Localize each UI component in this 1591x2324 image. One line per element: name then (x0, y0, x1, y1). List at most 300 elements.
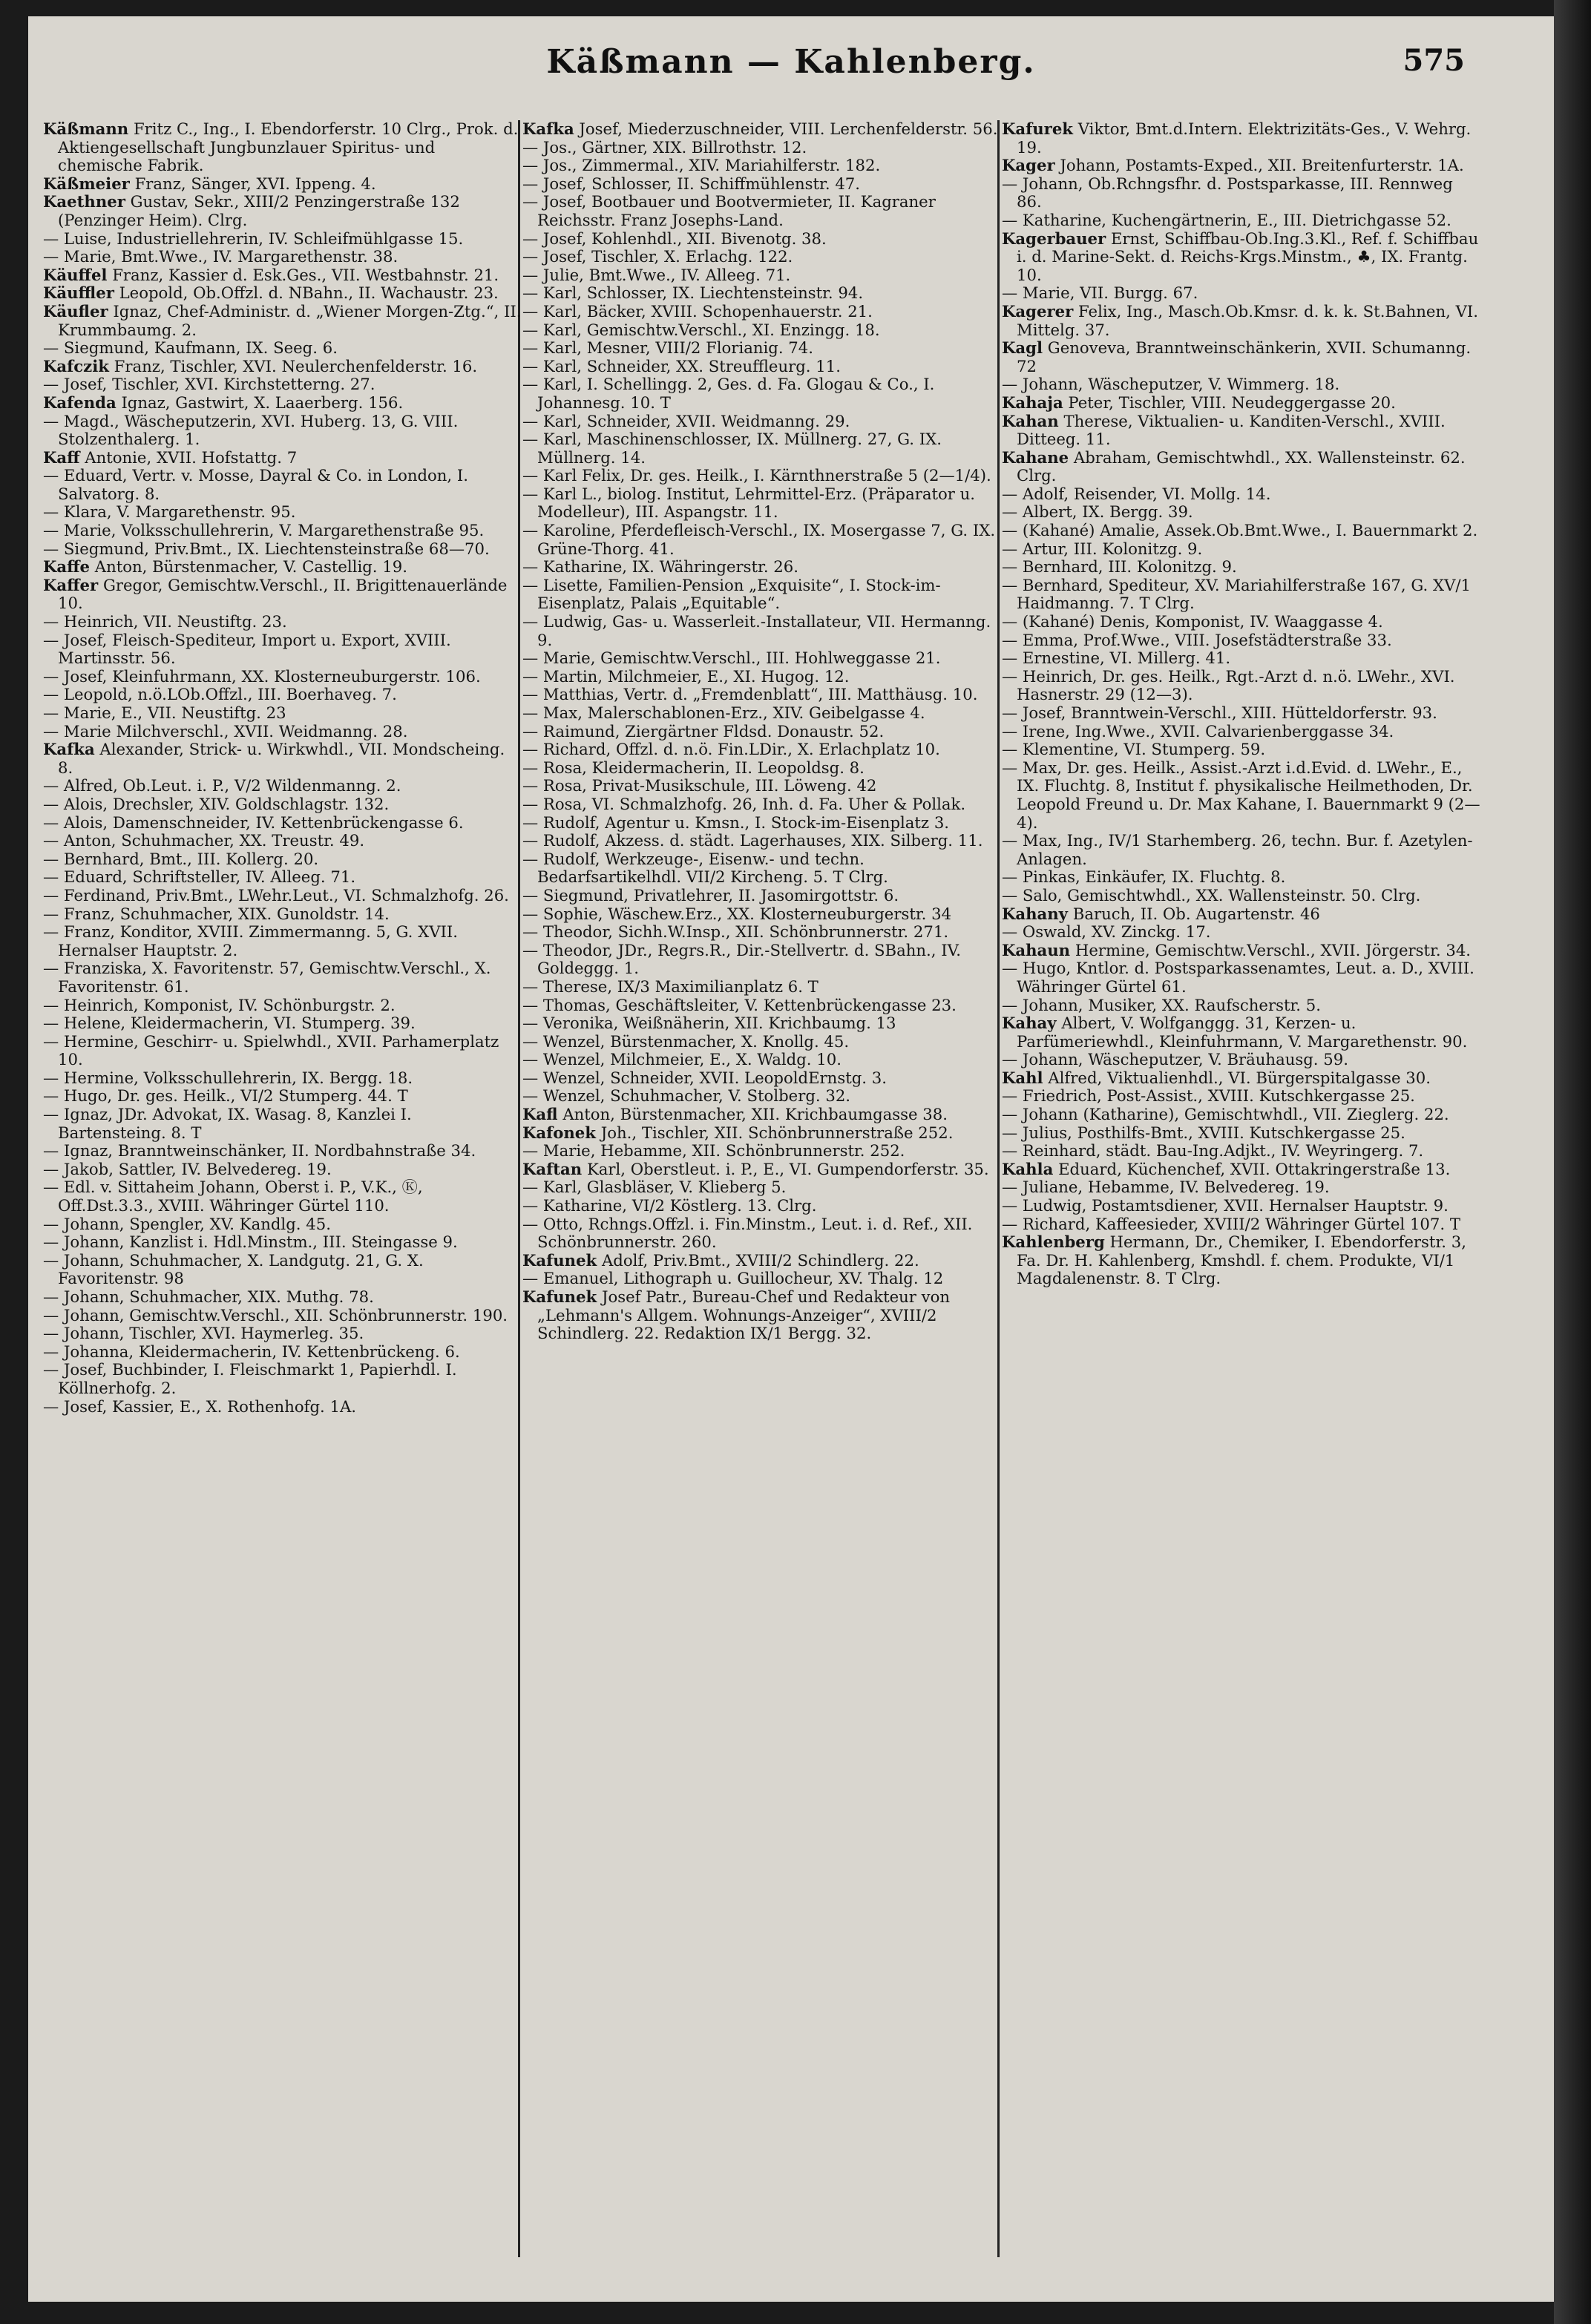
entry-text: — Oswald, XV. Zinckg. 17. (1002, 922, 1211, 942)
directory-entry (1002, 723, 1481, 741)
entry-text: — Ludwig, Postamtsdiener, XVII. Hernalser Hauptstr. 9. (1002, 1196, 1449, 1215)
directory-entry (1002, 649, 1481, 668)
directory-entry (1002, 577, 1481, 613)
entry-text: — Alois, Drechsler, XIV. Goldschlagstr. 132. (43, 794, 390, 813)
entry-text: — Johann, Gemischtw.Verschl., XII. Schönbrunnerstr. 190. (43, 1305, 508, 1325)
entry-text: — Karl, I. Schellingg. 2, Ges. d. Fa. Glogau & Co., I. Johannesg. 10. T (522, 375, 935, 412)
entry-surname: Kager (1002, 156, 1055, 175)
entry-text: — Marie, Hebamme, XII. Schönbrunnerstr. 252. (522, 1141, 905, 1161)
directory-entry (1002, 394, 1481, 413)
entry-surname: Kahlenberg (1002, 1232, 1105, 1252)
entry-surname: Kahla (1002, 1159, 1054, 1178)
entry-text: — Wenzel, Schuhmacher, V. Stolberg. 32. (522, 1086, 851, 1106)
entry-text: — Siegmund, Priv.Bmt., IX. Liechtensteinstraße 68—70. (43, 539, 490, 558)
entry-surname: Käufler (43, 301, 108, 321)
directory-entry (522, 375, 1002, 412)
directory-entry (522, 1051, 1002, 1069)
entry-surname: Kagerer (1002, 301, 1074, 321)
entry-text: — Max, Dr. ges. Heilk., Assist.-Arzt i.d.Evid. d. LWehr., E., IX. Fluchtg. 8, Institut f. physikalische Heilmethoden, Dr. Leopold Freund u. Dr. Max Kahane, I. Bauernmarkt 9 (2—4). (1002, 758, 1480, 832)
directory-entry (1002, 540, 1481, 559)
entry-text: — Marie, Gemischtw.Verschl., III. Hohlweggasse 21. (522, 649, 941, 668)
entry-surname: Käßmann (43, 120, 129, 138)
entry-text: — Karl, Bäcker, XVIII. Schopenhauerstr. 21. (522, 301, 873, 321)
directory-entry (43, 613, 522, 631)
directory-entry (1002, 923, 1481, 942)
directory-entry (1002, 1233, 1481, 1288)
directory-entry (43, 723, 522, 741)
entry-text: — Heinrich, Komponist, IV. Schönburgstr. 2. (43, 995, 396, 1014)
directory-entry (522, 1252, 1002, 1270)
entry-text: — Jos., Zimmermal., XIV. Mariahilferstr. 182. (522, 156, 881, 175)
directory-entry (1002, 997, 1481, 1015)
entry-text: Viktor, Bmt.d.Intern. Elektrizitäts-Ges., V. Wehrg. 19. (1017, 120, 1472, 157)
directory-entry (1002, 613, 1481, 631)
directory-entry (1002, 631, 1481, 650)
entry-text: — Johann, Schuhmacher, XIX. Muthg. 78. (43, 1287, 374, 1306)
entry-text: — Josef, Branntwein-Verschl., XIII. Hütteldorferstr. 93. (1002, 703, 1437, 722)
entry-text: — Johann, Wäscheputzer, V. Wimmerg. 18. (1002, 375, 1340, 394)
directory-entry (1002, 1178, 1481, 1197)
directory-entry (1002, 485, 1481, 504)
directory-entry (43, 832, 522, 850)
entry-text: — Bernhard, Spediteur, XV. Mariahilferstraße 167, G. XV/1 Haidmanng. 7. T Clrg. (1002, 575, 1472, 613)
directory-entry (1002, 1124, 1481, 1143)
entry-surname: Kaffe (43, 557, 91, 577)
entry-text: — Julie, Bmt.Wwe., IV. Alleeg. 71. (522, 265, 791, 284)
directory-entry (43, 467, 522, 503)
directory-entry (43, 1033, 522, 1069)
directory-entry (43, 777, 522, 795)
directory-entry (522, 558, 1002, 577)
entry-text: — Rudolf, Akzess. d. städt. Lagerhauses, XIX. Silberg. 11. (522, 831, 983, 850)
directory-entry (522, 997, 1002, 1015)
entry-text: — Siegmund, Privatlehrer, II. Jasomirgottstr. 6. (522, 885, 899, 905)
entry-text: — Rosa, Privat-Musikschule, III. Löweng. 42 (522, 776, 877, 795)
entry-text: — Wenzel, Milchmeier, E., X. Waldg. 10. (522, 1050, 842, 1069)
directory-entry (1002, 1197, 1481, 1215)
entry-text: — Bernhard, Bmt., III. Kollerg. 20. (43, 849, 319, 868)
entry-text: — Lisette, Familien-Pension „Exquisite“, I. Stock-im-Eisenplatz, Palais „Equitable“. (522, 575, 941, 613)
entry-text: — Josef, Kassier, E., X. Rothenhofg. 1A. (43, 1396, 356, 1416)
directory-entry (43, 1233, 522, 1252)
entry-text: — Rudolf, Werkzeuge-, Eisenw.- und techn. Bedarfsartikelhdl. VII/2 Kircheng. 5. T Clrg. (522, 849, 888, 887)
directory-entry (1002, 303, 1481, 339)
entry-surname: Kaftan (522, 1159, 583, 1178)
entry-text: — Marie, Volksschullehrerin, V. Margarethenstraße 95. (43, 521, 485, 540)
directory-entry (522, 613, 1002, 649)
entry-text: — Salo, Gemischtwhdl., XX. Wallensteinstr. 50. Clrg. (1002, 885, 1421, 905)
directory-entry (1002, 175, 1481, 211)
entry-text: Anton, Bürstenmacher, V. Castellig. 19. (94, 557, 407, 577)
directory-entry (522, 905, 1002, 924)
entry-surname: Kahl (1002, 1068, 1043, 1087)
entry-text: — Alois, Damenschneider, IV. Kettenbrückengasse 6. (43, 813, 464, 832)
directory-entry (522, 467, 1002, 485)
directory-entry (522, 923, 1002, 942)
directory-entry (522, 649, 1002, 668)
entry-surname: Kafka (43, 740, 95, 759)
directory-entry (522, 248, 1002, 266)
directory-entry (43, 284, 522, 303)
directory-entry (43, 230, 522, 249)
entry-text: — Ernestine, VI. Millerg. 41. (1002, 649, 1231, 668)
entry-surname: Kafczik (43, 356, 109, 375)
entry-text: — Theodor, Sichh.W.Insp., XII. Schönbrunnerstr. 271. (522, 922, 949, 942)
directory-entry (522, 577, 1002, 613)
directory-entry (1002, 959, 1481, 996)
entry-text: — Siegmund, Kaufmann, IX. Seeg. 6. (43, 338, 338, 358)
entry-text: Ernst, Schiffbau-Ob.Ing.3.Kl., Ref. f. Schiffbau i. d. Marine-Sekt. d. Reichs-Krgs.Minstm., ♣, IX. Frantg. 10. (1017, 229, 1479, 284)
directory-entry (522, 1014, 1002, 1033)
page-number: 575 (1403, 43, 1465, 78)
directory-entry (43, 1087, 522, 1106)
entry-text: — Helene, Kleidermacherin, VI. Stumperg. 39. (43, 1014, 416, 1033)
directory-entry (1002, 942, 1481, 960)
entry-text: — Irene, Ing.Wwe., XVII. Calvarienberggasse 34. (1002, 721, 1394, 741)
entry-surname: Kafonek (522, 1123, 596, 1142)
entry-text: Leopold, Ob.Offzl. d. NBahn., II. Wachaustr. 23. (119, 283, 499, 303)
entry-text: — Johann, Ob.Rchngsfhr. d. Postsparkasse, III. Rennweg 86. (1002, 174, 1453, 211)
directory-entry (522, 413, 1002, 431)
directory-entry (522, 978, 1002, 997)
directory-entry (1002, 1014, 1481, 1051)
entry-text: — Max, Malerschablonen-Erz., XIV. Geibelgasse 4. (522, 703, 925, 722)
entry-text: — Heinrich, Dr. ges. Heilk., Rgt.-Arzt d. n.ö. LWehr., XVI. Hasnerstr. 29 (12—3). (1002, 666, 1455, 704)
entry-surname: Kafurek (1002, 120, 1073, 138)
directory-entry (1002, 1142, 1481, 1161)
directory-entry (1002, 832, 1481, 868)
entry-text: — Johann, Tischler, XVI. Haymerleg. 35. (43, 1324, 364, 1343)
entry-text: Alfred, Viktualienhdl., VI. Bürgerspitalgasse 30. (1048, 1068, 1431, 1087)
page-header (28, 37, 1554, 96)
directory-entry (522, 1069, 1002, 1088)
entry-text: — Katharine, VI/2 Köstlerg. 13. Clrg. (522, 1196, 817, 1215)
entry-text: Abraham, Gemischtwhdl., XX. Wallensteinstr. 62. Clrg. (1017, 447, 1466, 485)
entry-text: — Rosa, Kleidermacherin, II. Leopoldsg. 8. (522, 758, 865, 777)
directory-entry (522, 832, 1002, 850)
directory-entry (43, 1361, 522, 1397)
entry-surname: Kahay (1002, 1014, 1057, 1033)
directory-entry (1002, 887, 1481, 905)
directory-entry (43, 577, 522, 613)
directory-entry (1002, 759, 1481, 832)
entry-text: — Friedrich, Post-Assist., XVIII. Kutschkergasse 25. (1002, 1086, 1415, 1106)
entry-text: — Wenzel, Schneider, XVII. LeopoldErnstg. 3. (522, 1068, 887, 1087)
directory-entry (1002, 1051, 1481, 1069)
directory-entry (522, 668, 1002, 686)
directory-entry (522, 139, 1002, 157)
directory-entry (43, 1288, 522, 1307)
directory-entry (43, 1014, 522, 1033)
directory-entry (522, 704, 1002, 723)
entry-text: — Ignaz, Branntweinschänker, II. Nordbahnstraße 34. (43, 1141, 476, 1161)
directory-entry (43, 1069, 522, 1088)
directory-entry (43, 850, 522, 869)
directory-entry (43, 741, 522, 777)
directory-entry (43, 704, 522, 723)
entry-text: — Luise, Industriellehrerin, IV. Schleifmühlgasse 15. (43, 229, 464, 248)
directory-entry (522, 1288, 1002, 1343)
entry-surname: Kagl (1002, 338, 1043, 358)
entry-text: — Matthias, Vertr. d. „Fremdenblatt“, III. Matthäusg. 10. (522, 685, 978, 704)
directory-entry (43, 394, 522, 413)
directory-entry (522, 358, 1002, 376)
entry-text: — Hermine, Volksschullehrerin, IX. Bergg. 18. (43, 1068, 413, 1087)
directory-entry (522, 266, 1002, 285)
directory-entry (522, 777, 1002, 795)
entry-text: — Max, Ing., IV/1 Starhemberg. 26, techn. Bur. f. Azetylen-Anlagen. (1002, 831, 1473, 868)
directory-entry (522, 1087, 1002, 1106)
entry-text: Baruch, II. Ob. Augartenstr. 46 (1072, 904, 1320, 923)
directory-entry (43, 795, 522, 814)
entry-text: — Leopold, n.ö.LOb.Offzl., III. Boerhaveg. 7. (43, 685, 397, 704)
directory-entry (1002, 905, 1481, 924)
entry-surname: Kagerbauer (1002, 229, 1106, 248)
entry-text: Hermann, Dr., Chemiker, I. Ebendorferstr. 3, Fa. Dr. H. Kahlenberg, Kmshdl. f. chem. Produkte, VI/1 Magdalenenstr. 8. T Clrg. (1017, 1232, 1466, 1288)
entry-text: Anton, Bürstenmacher, XII. Krichbaumgasse 38. (562, 1105, 948, 1124)
column-3 (1002, 120, 1481, 2272)
entry-text: — Josef, Kohlenhdl., XII. Bivenotg. 38. (522, 229, 827, 248)
directory-entry (43, 558, 522, 577)
directory-entry (43, 303, 522, 339)
directory-entry (522, 1161, 1002, 1179)
entry-text: Gregor, Gemischtw.Verschl., II. Brigittenauerlände 10. (58, 575, 508, 613)
directory-entry (43, 1142, 522, 1161)
directory-entry (43, 887, 522, 905)
directory-entry (522, 1106, 1002, 1124)
entry-text: — Marie, VII. Burgg. 67. (1002, 283, 1198, 303)
entry-text: — Klementine, VI. Stumperg. 59. (1002, 740, 1266, 759)
entry-text: Ignaz, Gastwirt, X. Laaerberg. 156. (121, 393, 404, 412)
entry-text: — Adolf, Reisender, VI. Mollg. 14. (1002, 484, 1271, 503)
directory-entry (1002, 704, 1481, 723)
entry-text: Johann, Postamts-Exped., XII. Breitenfurterstr. 1A. (1060, 156, 1464, 175)
entry-text: — Karoline, Pferdefleisch-Verschl., IX. Mosergasse 7, G. IX. Grüne-Thorg. 41. (522, 521, 996, 558)
entry-text: — Martin, Milchmeier, E., XI. Hugog. 12. (522, 666, 850, 686)
entry-surname: Käßmeier (43, 174, 130, 193)
directory-entry (522, 1124, 1002, 1143)
entry-text: Eduard, Küchenchef, XVII. Ottakringerstraße 13. (1058, 1159, 1451, 1178)
directory-entry (1002, 120, 1481, 157)
entry-text: — Josef, Bootbauer und Bootvermieter, II. Kagraner Reichsstr. Franz Josephs-Land. (522, 192, 936, 229)
directory-entry (1002, 375, 1481, 394)
directory-entry (522, 303, 1002, 321)
entry-text: — Marie, Bmt.Wwe., IV. Margarethenstr. 38. (43, 247, 398, 266)
entry-text: — Karl, Glasbläser, V. Klieberg 5. (522, 1178, 787, 1197)
entry-surname: Kahane (1002, 447, 1069, 467)
directory-entry (43, 868, 522, 887)
directory-entry (522, 1033, 1002, 1051)
entry-surname: Kafunek (522, 1250, 597, 1270)
entry-text: — Theodor, JDr., Regrs.R., Dir.-Stellvertr. d. SBahn., IV. Goldeggg. 1. (522, 940, 961, 978)
entry-text: — Josef, Schlosser, II. Schiffmühlenstr. 47. (522, 174, 861, 193)
column-2 (522, 120, 1002, 2272)
directory-entry (522, 157, 1002, 175)
directory-entry (522, 321, 1002, 340)
directory-page (28, 16, 1554, 2302)
entry-text: — Thomas, Geschäftsleiter, V. Kettenbrückengasse 23. (522, 995, 957, 1014)
directory-entry (522, 795, 1002, 814)
directory-entry (43, 266, 522, 285)
directory-entry (43, 1252, 522, 1288)
entry-text: — Magd., Wäscheputzerin, XVI. Huberg. 13, G. VIII. Stolzenthalerg. 1. (43, 411, 459, 449)
entry-surname: Käuffel (43, 265, 108, 284)
entry-text: Therese, Viktualien- u. Kanditen-Verschl., XVIII. Ditteeg. 11. (1017, 411, 1446, 449)
entry-text: — Marie, E., VII. Neustiftg. 23 (43, 703, 286, 722)
entry-text: — Johann (Katharine), Gemischtwhdl., VII. Zieglerg. 22. (1002, 1105, 1449, 1124)
entry-surname: Kahan (1002, 411, 1059, 430)
directory-entry (522, 522, 1002, 558)
entry-text: — Jakob, Sattler, IV. Belvedereg. 19. (43, 1159, 332, 1178)
directory-entry (43, 540, 522, 559)
running-title: Käßmann — Kahlenberg. (546, 43, 1036, 81)
entry-text: — Bernhard, III. Kolonitzg. 9. (1002, 557, 1237, 577)
entry-surname: Käuffler (43, 283, 114, 303)
directory-entry (43, 1398, 522, 1417)
entry-text: Franz, Sänger, XVI. Ippeng. 4. (134, 174, 376, 193)
directory-entry (1002, 668, 1481, 704)
directory-entry (522, 230, 1002, 249)
directory-entry (522, 686, 1002, 704)
directory-entry (1002, 284, 1481, 303)
entry-text: Albert, V. Wolfganggg. 31, Kerzen- u. Parfümeriewhdl., Kleinfuhrmann, V. Margarethenstr. 90. (1017, 1014, 1468, 1051)
entry-text: Peter, Tischler, VIII. Neudeggergasse 20. (1068, 393, 1396, 412)
entry-text: — Julius, Posthilfs-Bmt., XVIII. Kutschkergasse 25. (1002, 1123, 1405, 1142)
entry-text: — Alfred, Ob.Leut. i. P., V/2 Wildenmanng. 2. (43, 776, 401, 795)
entry-surname: Kaffer (43, 575, 99, 594)
entry-text: Antonie, XVII. Hofstattg. 7 (85, 447, 298, 467)
entry-text: — Johann, Wäscheputzer, V. Bräuhausg. 59. (1002, 1050, 1348, 1069)
directory-entry (43, 923, 522, 959)
entry-text: — Franz, Schuhmacher, XIX. Gunoldstr. 14. (43, 904, 390, 923)
directory-entry (43, 175, 522, 194)
directory-entry (522, 1270, 1002, 1288)
directory-entry (43, 413, 522, 449)
entry-text: — Josef, Fleisch-Spediteur, Import u. Export, XVIII. Martinsstr. 56. (43, 630, 451, 668)
directory-entry (43, 193, 522, 229)
directory-entry (43, 248, 522, 266)
entry-text: Franz, Tischler, XVI. Neulerchenfelderstr. 16. (114, 356, 478, 375)
entry-surname: Kahaja (1002, 393, 1063, 412)
entry-text: — Otto, Rchngs.Offzl. i. Fin.Minstm., Leut. i. d. Ref., XII. Schönbrunnerstr. 260. (522, 1214, 973, 1252)
directory-entry (43, 503, 522, 522)
directory-entry (522, 485, 1002, 522)
directory-entry (43, 522, 522, 540)
directory-entry (43, 1343, 522, 1362)
entry-text: — Johann, Musiker, XX. Raufscherstr. 5. (1002, 995, 1321, 1014)
directory-entry (1002, 868, 1481, 887)
directory-entry (522, 942, 1002, 978)
entry-text: — Johann, Schuhmacher, X. Landgutg. 21, G. X. Favoritenstr. 98 (43, 1250, 424, 1288)
entry-surname: Kafka (522, 120, 574, 138)
entry-text: — Hermine, Geschirr- u. Spielwhdl., XVII. Parhamerplatz 10. (43, 1031, 499, 1069)
entry-surname: Kahaun (1002, 940, 1071, 959)
directory-entry (1002, 1161, 1481, 1179)
entry-text: — Eduard, Schriftsteller, IV. Alleeg. 71. (43, 867, 356, 887)
entry-text: Genoveva, Branntweinschänkerin, XVII. Schumanng. 72 (1017, 338, 1472, 375)
directory-entry (43, 686, 522, 704)
directory-entry (43, 814, 522, 833)
directory-entry (522, 339, 1002, 358)
entry-surname: Kaethner (43, 192, 125, 211)
entry-text: — Pinkas, Einkäufer, IX. Fluchtg. 8. (1002, 867, 1286, 887)
entry-text: — Karl, Gemischtw.Verschl., XI. Enzingg. 18. (522, 320, 880, 339)
entry-text: — Juliane, Hebamme, IV. Belvedereg. 19. (1002, 1178, 1330, 1197)
directory-entry (1002, 449, 1481, 485)
entry-text: — Hugo, Dr. ges. Heilk., VI/2 Stumperg. 44. T (43, 1086, 408, 1106)
book-spine-shadow (1554, 0, 1591, 2324)
entry-text: — Karl, Maschinenschlosser, IX. Müllnerg. 27, G. IX. Müllnerg. 14. (522, 430, 942, 467)
entry-text: Josef Patr., Bureau-Chef und Redakteur von „Lehmann's Allgem. Wohnungs-Anzeiger“, XVIII/2 Schindlerg. 22. Redaktion IX/1 Bergg. 32. (537, 1287, 951, 1343)
directory-entry (522, 193, 1002, 229)
entry-text: — Karl Felix, Dr. ges. Heilk., I. Kärnthnerstraße 5 (2—1/4). (522, 466, 991, 485)
directory-entry (1002, 413, 1481, 449)
entry-text: — Edl. v. Sittaheim Johann, Oberst i. P., V.K., Ⓚ, Off.Dst.3.3., XVIII. Währinger Gürtel 110. (43, 1178, 423, 1215)
entry-text: Karl, Oberstleut. i. P., E., VI. Gumpendorferstr. 35. (586, 1159, 989, 1178)
directory-entry (522, 741, 1002, 759)
entry-text: Franz, Kassier d. Esk.Ges., VII. Westbahnstr. 21. (112, 265, 499, 284)
directory-entry (522, 1197, 1002, 1215)
directory-entry (522, 430, 1002, 467)
directory-entry (1002, 503, 1481, 522)
entry-text: — Johanna, Kleidermacherin, IV. Kettenbrückeng. 6. (43, 1342, 460, 1361)
entry-text: — Anton, Schuhmacher, XX. Treustr. 49. (43, 831, 365, 850)
entry-text: — Karl, Schneider, XX. Streuffleurg. 11. (522, 356, 841, 375)
entry-text: — Sophie, Wäschew.Erz., XX. Klosterneuburgerstr. 34 (522, 904, 952, 923)
directory-entry (522, 887, 1002, 905)
directory-entry (43, 358, 522, 376)
entry-text: — Richard, Kaffeesieder, XVIII/2 Währinger Gürtel 107. T (1002, 1214, 1460, 1233)
entry-text: — Artur, III. Kolonitzg. 9. (1002, 539, 1203, 558)
entry-text: — (Kahané) Denis, Komponist, IV. Waaggasse 4. (1002, 612, 1383, 631)
directory-entry (522, 759, 1002, 778)
directory-entry (43, 120, 522, 175)
entry-text: — Emma, Prof.Wwe., VIII. Josefstädterstraße 33. (1002, 630, 1392, 649)
entry-text: Hermine, Gemischtw.Verschl., XVII. Jörgerstr. 34. (1075, 940, 1472, 959)
entry-text: — Albert, IX. Bergg. 39. (1002, 502, 1193, 522)
entry-text: — Karl, Mesner, VIII/2 Florianig. 74. (522, 338, 813, 358)
entry-text: — Veronika, Weißnäherin, XII. Krichbaumg. 13 (522, 1014, 896, 1033)
directory-entry (1002, 741, 1481, 759)
entry-text: — Rosa, VI. Schmalzhofg. 26, Inh. d. Fa. Uher & Pollak. (522, 794, 966, 813)
entry-text: — Hugo, Kntlor. d. Postsparkassenamtes, Leut. a. D., XVIII. Währinger Gürtel 61. (1002, 959, 1474, 996)
directory-entry (43, 1325, 522, 1343)
column-1 (43, 120, 522, 2272)
entry-text: — Josef, Tischler, X. Erlachg. 122. (522, 247, 793, 266)
directory-entry (1002, 522, 1481, 540)
directory-entry (1002, 558, 1481, 577)
directory-entry (1002, 230, 1481, 285)
directory-entry (522, 120, 1002, 139)
directory-entry (1002, 339, 1481, 375)
directory-entry (43, 449, 522, 467)
entry-surname: Kafunek (522, 1287, 597, 1306)
entry-text: — Josef, Tischler, XVI. Kirchstetterng. 27. (43, 375, 375, 394)
entry-text: — Emanuel, Lithograph u. Guillocheur, XV. Thalg. 12 (522, 1269, 944, 1288)
entry-text: — Josef, Buchbinder, I. Fleischmarkt 1, Papierhdl. I. Köllnerhofg. 2. (43, 1360, 457, 1397)
directory-entry (43, 1106, 522, 1142)
entry-text: — Heinrich, VII. Neustiftg. 23. (43, 612, 287, 631)
entry-text: Adolf, Priv.Bmt., XVIII/2 Schindlerg. 22. (601, 1250, 919, 1270)
directory-entry (1002, 211, 1481, 230)
directory-entry (522, 723, 1002, 741)
directory-entry (522, 1178, 1002, 1197)
entry-text: Gustav, Sekr., XIII/2 Penzingerstraße 132 (Penzinger Heim). Clrg. (58, 192, 460, 229)
entry-surname: Kafl (522, 1105, 558, 1124)
entry-text: Fritz C., Ing., I. Ebendorferstr. 10 Clrg., Prok. d. Aktiengesellschaft Jungbunzlauer Spiritus- und chemische Fabrik. (58, 120, 519, 175)
directory-entry (522, 814, 1002, 833)
entry-surname: Kafenda (43, 393, 117, 412)
